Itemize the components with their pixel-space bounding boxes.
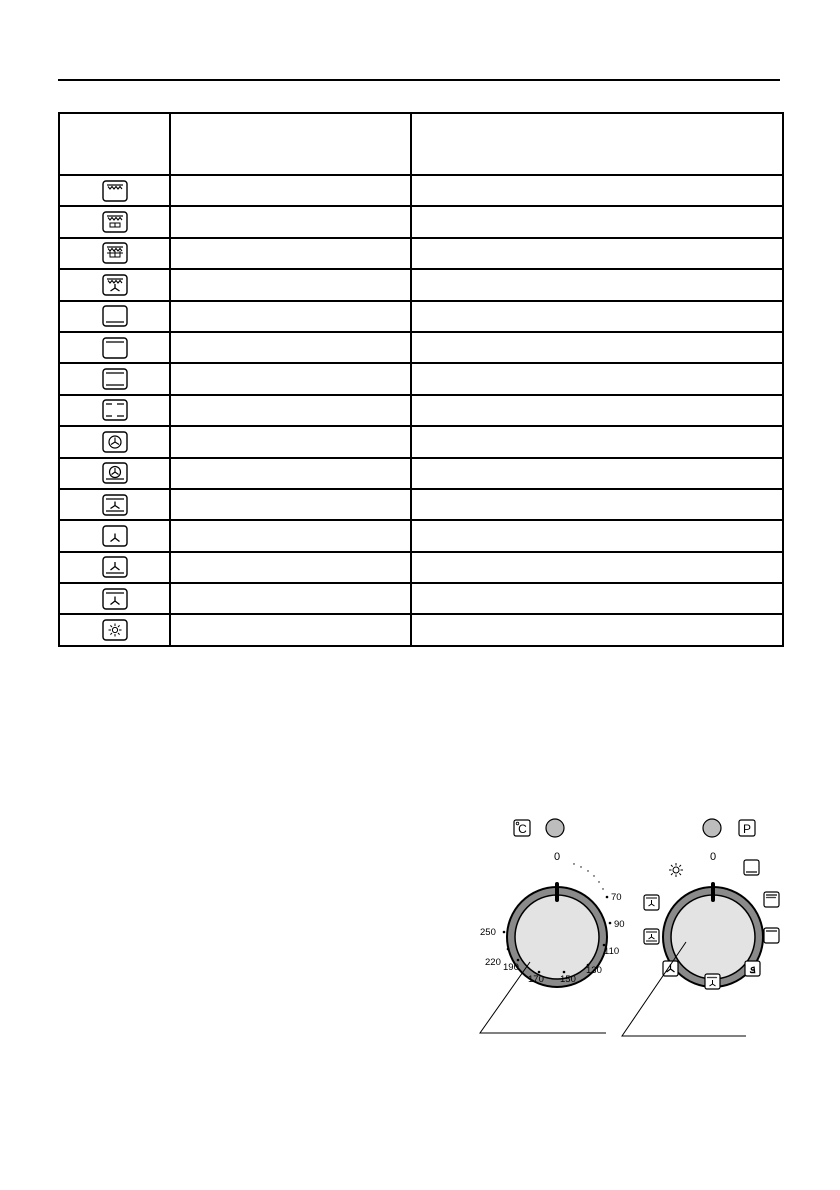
temperature-scale-label: 70 bbox=[611, 892, 622, 903]
table-row bbox=[59, 206, 783, 237]
unit-symbol-text: C bbox=[518, 822, 527, 836]
description-cell bbox=[411, 426, 783, 457]
symbol-cell bbox=[59, 332, 170, 363]
table-row bbox=[59, 552, 783, 583]
description-cell bbox=[411, 206, 783, 237]
fan-grill-dial-icon bbox=[705, 974, 720, 989]
program-symbol bbox=[739, 820, 755, 836]
temperature-scale-dot bbox=[503, 931, 506, 934]
function-cell bbox=[170, 583, 411, 614]
top-heat-icon bbox=[60, 337, 169, 359]
oven-control-panel bbox=[470, 810, 800, 1050]
function-cell bbox=[170, 238, 411, 269]
eco-heat-icon bbox=[60, 399, 169, 421]
temperature-arc-dot bbox=[573, 863, 574, 864]
symbol-cell bbox=[59, 520, 170, 551]
temperature-scale-dot bbox=[563, 971, 566, 974]
temperature-unit-symbol bbox=[514, 820, 530, 836]
temperature-scale-label: 150 bbox=[560, 974, 576, 985]
ring-heater-fan-bottom-icon bbox=[60, 462, 169, 484]
function-cell bbox=[170, 206, 411, 237]
grill-fan-icon bbox=[60, 274, 169, 296]
fan-top-icon bbox=[60, 588, 169, 610]
temperature-scale-label: 130 bbox=[586, 965, 602, 976]
temperature-scale-label: 110 bbox=[604, 946, 620, 957]
function-cell bbox=[170, 175, 411, 206]
description-cell bbox=[411, 238, 783, 269]
bottom-heat-dial-icon bbox=[744, 860, 759, 875]
description-cell bbox=[411, 363, 783, 394]
ring-heater-fan-icon bbox=[60, 431, 169, 453]
function-cell bbox=[170, 426, 411, 457]
function-cell bbox=[170, 269, 411, 300]
temperature-scale-label: 220 bbox=[485, 957, 501, 968]
svg-text:ܦ: ܦ bbox=[749, 964, 756, 976]
temperature-scale-label: 190 bbox=[503, 962, 519, 973]
function-cell bbox=[170, 458, 411, 489]
description-cell bbox=[411, 332, 783, 363]
top-bottom-heat-icon bbox=[60, 368, 169, 390]
temperature-scale-label: 250 bbox=[480, 927, 496, 938]
defrost-light-icon bbox=[60, 619, 169, 641]
temperature-zero-label: 0 bbox=[553, 851, 561, 863]
bottom-heat-icon bbox=[60, 305, 169, 327]
description-cell bbox=[411, 269, 783, 300]
function-cell bbox=[170, 614, 411, 645]
table-row bbox=[59, 426, 783, 457]
fan-top-dial-icon bbox=[644, 895, 659, 910]
header-cell-symbol bbox=[59, 113, 170, 175]
symbol-cell bbox=[59, 614, 170, 645]
power-indicator-lamp bbox=[703, 819, 721, 837]
table-row bbox=[59, 269, 783, 300]
symbol-cell bbox=[59, 552, 170, 583]
function-cell bbox=[170, 363, 411, 394]
description-cell bbox=[411, 395, 783, 426]
table-row bbox=[59, 614, 783, 645]
description-cell bbox=[411, 458, 783, 489]
temperature-arc-dot bbox=[587, 870, 588, 871]
temperature-indicator-lamp bbox=[546, 819, 564, 837]
top-rule bbox=[58, 79, 780, 81]
function-cell bbox=[170, 552, 411, 583]
table-row bbox=[59, 489, 783, 520]
function-zero-label: 0 bbox=[709, 851, 717, 863]
description-cell bbox=[411, 175, 783, 206]
symbol-cell bbox=[59, 583, 170, 614]
top-heat-grill-icon bbox=[60, 180, 169, 202]
temperature-scale-dot bbox=[606, 896, 609, 899]
fan-top-bottom-icon bbox=[60, 494, 169, 516]
temperature-scale-dot bbox=[517, 959, 520, 962]
description-cell bbox=[411, 552, 783, 583]
symbol-cell bbox=[59, 458, 170, 489]
function-table bbox=[58, 112, 784, 647]
symbol-cell bbox=[59, 395, 170, 426]
description-cell bbox=[411, 489, 783, 520]
symbol-cell bbox=[59, 363, 170, 394]
table-row bbox=[59, 332, 783, 363]
fan-icon bbox=[60, 525, 169, 547]
description-cell bbox=[411, 614, 783, 645]
temperature-arc-dot bbox=[598, 881, 599, 882]
table-row bbox=[59, 395, 783, 426]
function-cell bbox=[170, 301, 411, 332]
temperature-scale-dot bbox=[609, 922, 612, 925]
program-symbol-text: P bbox=[742, 822, 752, 836]
symbol-cell bbox=[59, 489, 170, 520]
symbol-cell bbox=[59, 269, 170, 300]
table-row bbox=[59, 520, 783, 551]
top-heat-dial-icon bbox=[764, 928, 779, 943]
table-row bbox=[59, 363, 783, 394]
temperature-scale-label: 90 bbox=[614, 919, 625, 930]
grill-dial-icon bbox=[764, 892, 779, 907]
table-row bbox=[59, 175, 783, 206]
header-cell-description bbox=[411, 113, 783, 175]
header-cell-function bbox=[170, 113, 411, 175]
temperature-arc-dot bbox=[593, 875, 594, 876]
symbol-cell bbox=[59, 426, 170, 457]
temperature-arc-dot bbox=[602, 888, 603, 889]
symbol-cell bbox=[59, 238, 170, 269]
table-header-row bbox=[59, 113, 783, 175]
fan-bottom-icon bbox=[60, 556, 169, 578]
light-icon bbox=[669, 863, 683, 877]
symbol-cell bbox=[59, 175, 170, 206]
symbol-cell bbox=[59, 206, 170, 237]
description-cell bbox=[411, 301, 783, 332]
function-cell bbox=[170, 332, 411, 363]
temperature-scale-label: 170 bbox=[528, 974, 544, 985]
table-row bbox=[59, 238, 783, 269]
temperature-scale-dot bbox=[538, 971, 541, 974]
grill-center-icon bbox=[60, 211, 169, 233]
function-cell bbox=[170, 395, 411, 426]
double-grill-icon bbox=[60, 242, 169, 264]
temperature-arc-dot bbox=[580, 866, 581, 867]
description-cell bbox=[411, 520, 783, 551]
table-row bbox=[59, 301, 783, 332]
symbol-cell bbox=[59, 301, 170, 332]
fan-top-bottom-dial-icon bbox=[644, 929, 659, 944]
table-row bbox=[59, 458, 783, 489]
control-panel-drawing bbox=[470, 810, 800, 1050]
fan-dial-icon bbox=[663, 961, 678, 976]
description-cell bbox=[411, 583, 783, 614]
function-cell bbox=[170, 489, 411, 520]
fan-bottom-dial-icon bbox=[745, 961, 760, 976]
table-row bbox=[59, 583, 783, 614]
temperature-scale-dot bbox=[507, 948, 510, 951]
function-cell bbox=[170, 520, 411, 551]
